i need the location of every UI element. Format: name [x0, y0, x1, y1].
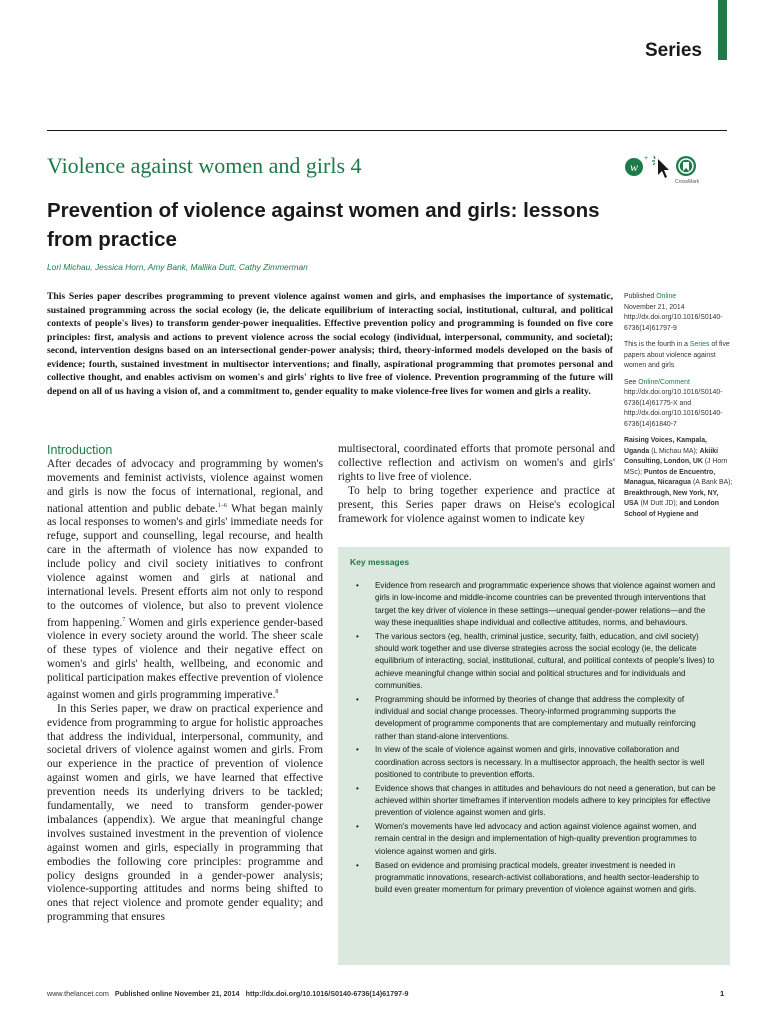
published-label: Published	[624, 293, 655, 300]
crossmark-icon[interactable]	[676, 156, 696, 176]
comment-doi-2[interactable]: http://dx.doi.org/10.1016/S0140-6736(14)61840-7	[624, 410, 723, 428]
series-title: Violence against women and girls 4	[47, 153, 362, 178]
published-note	[624, 292, 734, 334]
series-note-text-end: of five papers about violence against women and girls	[624, 341, 730, 369]
affiliation-2-author: (J Horn MSc);	[624, 458, 728, 476]
reference-mark[interactable]: 8	[275, 689, 279, 696]
intro-paragraph-1	[47, 458, 323, 703]
text-run: What began mainly as local responses to women's and girls' immediate needs for refuge, support and counselling, legal recourse, and health care in the aftermath of violence has now expanded to include policy and civil society initiatives to confront violence against women and girls at national and international levels. Present efforts aim not only to respond to the outcomes of violence, but also to prevent violence from happening.	[47, 502, 323, 629]
reference-mark[interactable]: 1–6	[217, 502, 227, 509]
intro-paragraph-2: In this Series paper, we draw on practical experience and evidence from programming to argue for holistic approaches that address the individual, interpersonal, community, and societal drivers of violence against women and girls. From our experience in the practice of prevention of violence against women and girls, we have learned that effective prevention needs its underlying drivers to be tackled; fundamentally, we need to transform gender-power imbalances (appendix). We argue that meaningful change involves sustained investment in the prevention of violence against women and girls, especially in programming that embodies the following core principles: programme and policy designs grounded in a gender-power analysis; violence-supporting attitudes and norms being shifted to ones that reject violence and promote gender equality; and programming that ensures	[47, 702, 323, 924]
body-column-1	[47, 458, 323, 925]
series-accent-bar	[718, 0, 727, 60]
key-message-item: • Women's movements have led advocacy and action against violence against women, and remain central in the design and implementation of high-quality prevention programmes to violence against women and girls.	[350, 821, 718, 858]
cursor-icon[interactable]	[652, 156, 669, 178]
paper-title: Prevention of violence against women and girls: lessons from practice	[47, 199, 600, 251]
web-extra-icon[interactable]	[625, 155, 648, 176]
intro-paragraph-4: To help to bring together experience and practice at present, this Series paper draws on Heise's ecological framework for violence against women to indicate key	[338, 484, 615, 525]
affiliation-4-author: (M Dutt JD);	[640, 500, 678, 507]
comment-link[interactable]: Online/Comment	[638, 378, 690, 386]
key-messages-title: Key messages	[350, 557, 410, 567]
see-label: See	[624, 378, 637, 386]
svg-text:+: +	[644, 155, 649, 162]
key-message-item: • Based on evidence and promising practical models, greater investment is needed in programmatic innovations, research-activist collaborations, and health sector-leadership to build even greater momentum for primary prevention of violence against women and girls.	[350, 860, 718, 897]
affiliations	[624, 436, 734, 520]
page-footer	[47, 989, 409, 998]
see-note	[624, 378, 734, 431]
affiliation-1-author: (L Michau MA);	[651, 447, 698, 455]
footer-doi[interactable]: http://dx.doi.org/10.1016/S0140-6736(14)61797-9	[245, 989, 409, 998]
affiliation-3: Puntos de Encuentro, Managua, Nicaragua	[624, 468, 716, 486]
series-note	[624, 340, 734, 372]
reference-mark[interactable]: 7	[122, 616, 126, 623]
section-heading-introduction: Introduction	[47, 443, 113, 457]
published-doi[interactable]: http://dx.doi.org/10.1016/S0140-6736(14)61797-9	[624, 314, 723, 332]
key-message-item: • The various sectors (eg, health, criminal justice, security, faith, education, and civil society) should work together and use diverse strategies across the social ecology (ie, the delicate equilibrium of interacting, social, institutional, cultural, and political contexts of people's lives) to achieve meaningful change within social and political structures and for individuals and communities.	[350, 631, 718, 692]
affiliation-1: Raising Voices, Kampala, Uganda	[624, 437, 707, 455]
page-number: 1	[720, 989, 725, 998]
key-message-item: • Programming should be informed by theories of change that address the complexity of individual and social change processes. Theory-informed programming supports the development of programme components that are complementary and mutually reinforcing rather than stand-alone interventions.	[350, 694, 718, 743]
series-link[interactable]: Series	[689, 341, 710, 348]
affiliation-2: Akiiki Consulting, London, UK	[624, 447, 718, 465]
footer-site-link[interactable]: www.thelancet.com	[47, 989, 109, 998]
affiliation-4: Breakthrough, New York, NY, USA	[624, 489, 719, 507]
crossmark-label: CrossMark	[675, 179, 700, 185]
svg-text:w: w	[629, 160, 639, 174]
footer-published: Published online November 21, 2014	[114, 989, 240, 998]
key-message-item: • Evidence from research and programmatic experience shows that violence against women and girls in low-income and middle-income countries can be prevented through interventions that target the key driver of violence in these settings—unequal gender-power relations—and the way these inequalities shape individual and collective attitudes, norms, and behaviours.	[350, 580, 718, 629]
text-run: After decades of advocacy and programming by women's movements and feminist activists, violence against women and girls is now the focus of international, regional, and national attention and public debate.	[47, 458, 323, 515]
abstract: This Series paper describes programming to prevent violence against women and girls, and emphasises the importance of systematic, sustained programming across the social ecology (ie, the delicate equilibrium of interacting social, institutional, cultural, and political contexts of people's lives) to transform gender-power inequalities. Effective prevention policy and programming is founded on five core principles: first, analysis and actions to prevent violence across the social ecology (individual, interpersonal, community, and societal); second, intervention designs based on an intersectional gender-power analysis; third, theory-informed models developed on the basis of evidence; fourth, sustained investment in multisector interventions; and finally, aspirational programming that promotes personal and collective thought, and enables activism on women's and girls' rights to live free of violence. Prevention programming of the future will depend on all of us having a vision of, and a commitment to, gender equality to make violence-free lives for women and girls a reality.	[47, 291, 613, 397]
header-rule	[47, 130, 727, 131]
comment-doi-1[interactable]: http://dx.doi.org/10.1016/S0140-6736(14)61775-X and	[624, 389, 723, 407]
published-online-link[interactable]: Online	[656, 293, 677, 300]
author-list: Lori Michau, Jessica Horn, Amy Bank, Mallika Dutt, Cathy Zimmerman	[47, 262, 308, 272]
key-messages-list	[350, 580, 718, 896]
published-date: November 21, 2014	[624, 303, 685, 311]
key-message-item: • Evidence shows that changes in attitudes and behaviours do not need a generation, but can be achieved within shorter timeframes if intervention models adhere to key principles for effective prevention of violence against women and girls.	[350, 783, 718, 820]
intro-paragraph-3: multisectoral, coordinated efforts that promote personal and collective reflection and activism on women's and girls' rights to live free of violence.	[338, 443, 615, 483]
margin-notes	[624, 292, 734, 526]
key-message-item: • In view of the scale of violence against women and girls, innovative collaboration and coordination across sectors is necessary. In a multisector approach, the health sector is well positioned to contribute to prevention efforts.	[350, 744, 718, 781]
key-messages-panel	[338, 547, 730, 965]
body-column-2	[338, 443, 615, 526]
affiliation-3-author: (A Bank BA);	[692, 479, 733, 486]
series-note-text: This is the fourth in a	[624, 341, 688, 348]
text-run: Women and girls experience gender-based violence in every society around the world. The sheer scale of these types of violence and their negative effect on women's and girls' health, wellbeing, and economic and political participation makes effective prevention of violence against women and girls programming imperative.	[47, 616, 323, 701]
affiliation-5: and London School of Hygiene and	[624, 500, 719, 518]
series-label: Series	[644, 40, 702, 61]
